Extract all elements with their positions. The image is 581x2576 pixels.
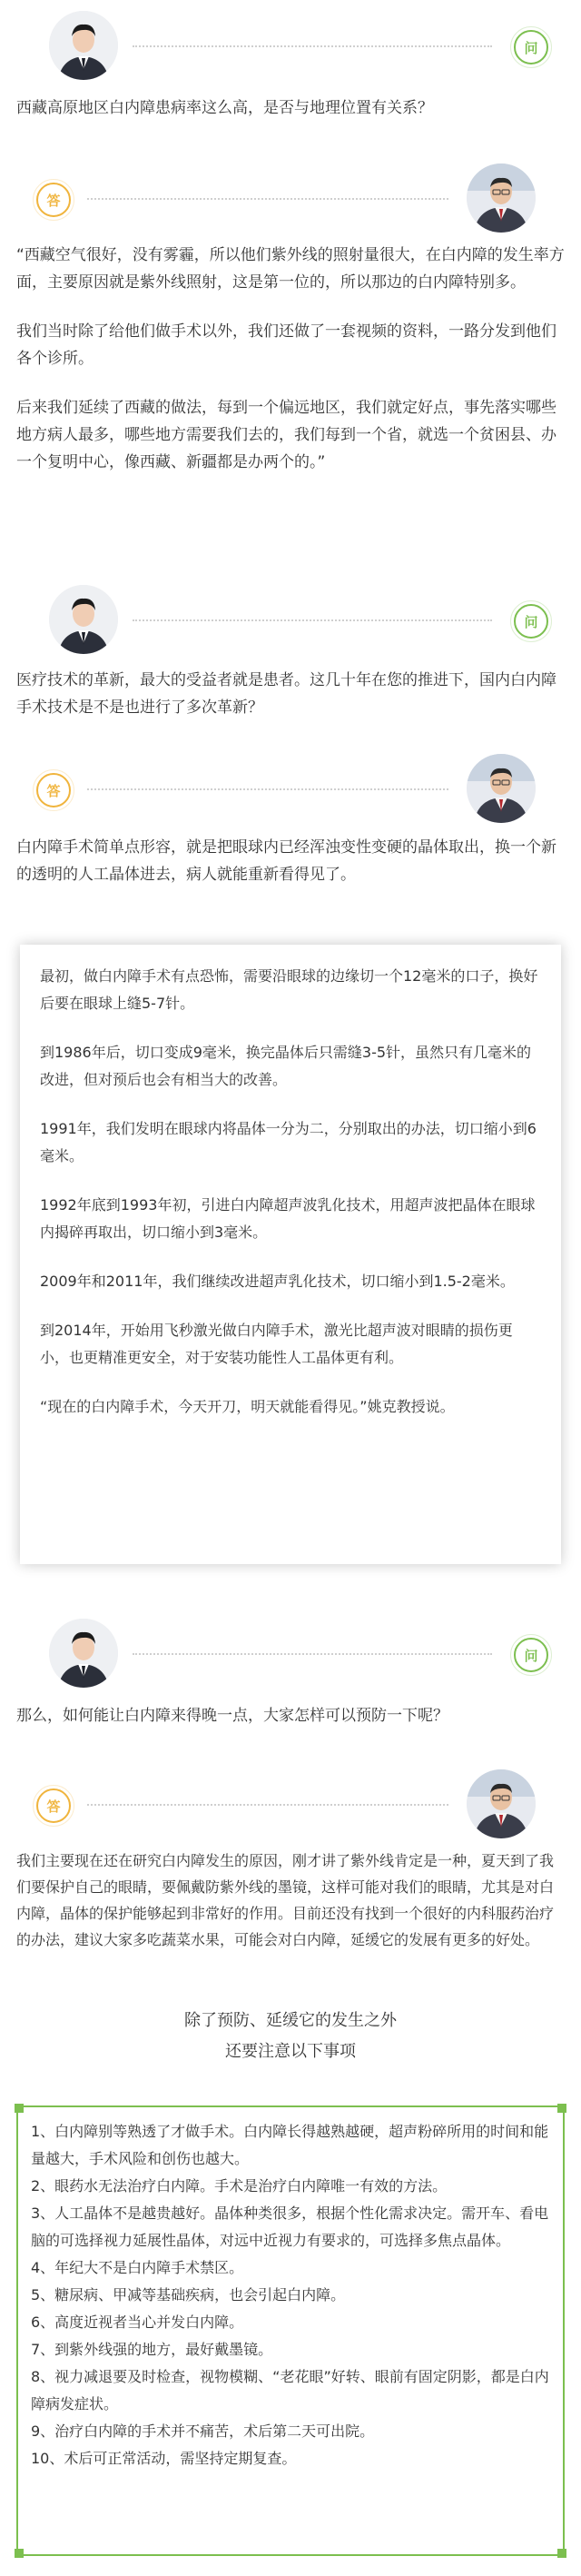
question-header [0,1608,581,1699]
answer-badge: 答 [36,1788,71,1823]
timeline-item: 2009年和2011年，我们继续改进超声乳化技术，切口缩小到1.5-2毫米。 [40,1273,515,1290]
corner-decoration [557,2104,566,2113]
question-badge: 问 [514,1638,548,1672]
question-badge: 问 [514,604,548,639]
corner-decoration [557,2549,566,2558]
divider-dotted [87,1804,448,1806]
timeline-item: 1992年底到1993年初，引进白内障超声波乳化技术，用超声波把晶体在眼球内揭碎再取出，切口缩小到3毫米。 [40,1196,536,1241]
interviewer-avatar [49,11,118,80]
precaution-item: 5、糖尿病、甲减等基础疾病，也会引起白内障。 [31,2286,346,2304]
surgery-timeline-card [20,945,561,1564]
answer-text [16,834,565,888]
answer-paragraph: “西藏空气很好，没有雾霾，所以他们紫外线的照射量很大，在白内障的发生率方面，主要原因就是紫外线照射，这是第一位的，所以那边的白内障特别多。 [16,246,565,292]
precaution-item: 4、年纪大不是白内障手术禁区。 [31,2259,244,2276]
expert-avatar [467,754,536,823]
caption-line: 除了预防、延缓它的发生之外 [184,2011,397,2030]
timeline-item: 到2014年，开始用飞秒激光做白内障手术，激光比超声波对眼睛的损伤更小，也更精准更安全，对于安装功能性人工晶体更有利。 [40,1322,513,1366]
divider-dotted [87,788,448,790]
question-text: 医疗技术的革新，最大的受益者就是患者。这几十年在您的推进下，国内白内障手术技术是不是也进行了多次革新？ [16,671,556,717]
divider-dotted [133,619,492,621]
precaution-item: 9、治疗白内障的手术并不痛苦，术后第二天可出院。 [31,2422,375,2440]
divider-dotted [87,198,448,200]
precautions-box [16,2105,565,2556]
question-text: 那么，如何能让白内障来得晚一点，大家怎样可以预防一下呢？ [16,1707,448,1725]
precaution-item: 10、术后可正常活动，需坚持定期复查。 [31,2450,297,2467]
answer-paragraph: 我们主要现在还在研究白内障发生的原因，刚才讲了紫外线肯定是一种，夏天到了我们要保护自己的眼睛，要佩戴防紫外线的墨镜，这样可能对我们的眼睛，尤其是对白内障，晶体的保护能够起到非常好的作用。目前还没有找到一个很好的内科服药治疗的办法，建议大家多吃蔬菜水果，可能会对白内障，延缓它的发展有更多的好处。 [16,1852,555,1948]
answer-text [16,242,565,476]
answer-header [0,153,581,243]
precaution-item: 6、高度近视者当心并发白内障。 [31,2313,244,2331]
question-header [0,574,581,665]
divider-dotted [133,1653,492,1655]
interviewer-avatar [49,1619,118,1688]
timeline-item: 1991年，我们发明在眼球内将晶体一分为二，分别取出的办法，切口缩小到6毫米。 [40,1120,537,1164]
answer-paragraph: 我们当时除了给他们做手术以外，我们还做了一套视频的资料，一路分发到他们各个诊所。 [16,322,556,368]
question-text: 西藏高原地区白内障患病率这么高，是否与地理位置有关系？ [16,99,433,117]
answer-paragraph: 白内障手术简单点形容，就是把眼球内已经浑浊变性变硬的晶体取出，换一个新的透明的人工晶体进去，病人就能重新看得见了。 [16,838,556,884]
expert-avatar [467,1769,536,1838]
expert-avatar [467,163,536,233]
precaution-item: 1、白内障别等熟透了才做手术。白内障长得越熟越硬，超声粉碎所用的时间和能量越大，手术风险和创伤也越大。 [31,2123,549,2167]
timeline-item: 到1986年后，切口变成9毫米，换完晶体后只需缝3-5针，虽然只有几毫米的改进，但对预后也会有相当大的改善。 [40,1044,532,1088]
divider-dotted [133,45,492,47]
timeline-item: 最初，做白内障手术有点恐怖，需要沿眼球的边缘切一个12毫米的口子，换好后要在眼球上缝5-7针。 [40,967,538,1012]
answer-paragraph: 后来我们延续了西藏的做法，每到一个偏远地区，我们就定好点，事先落实哪些地方病人最多，哪些地方需要我们去的，我们每到一个省，就选一个贫困县、办一个复明中心，像西藏、新疆都是办两个的。” [16,399,556,471]
precaution-item: 2、眼药水无法治疗白内障。手术是治疗白内障唯一有效的方法。 [31,2177,448,2195]
precaution-item: 3、人工晶体不是越贵越好。晶体种类很多，根据个性化需求决定。需开车、看电脑的可选择视力延展性晶体，对远中近视力有要求的，可选择多焦点晶体。 [31,2204,549,2249]
corner-decoration [15,2104,24,2113]
question-header [0,0,581,91]
precaution-item: 8、视力减退要及时检查，视物模糊、“老花眼”好转、眼前有固定阴影，都是白内障病发症状。 [31,2368,549,2413]
interviewer-avatar [49,585,118,654]
answer-badge: 答 [36,773,71,807]
answer-header [0,743,581,834]
precaution-item: 7、到紫外线强的地方，最好戴墨镜。 [31,2341,273,2358]
answer-badge: 答 [36,183,71,217]
timeline-quote: “现在的白内障手术，今天开刀，明天就能看得见。”姚克教授说。 [40,1398,455,1415]
answer-text [16,1848,565,1953]
question-badge: 问 [514,30,548,64]
answer-header [0,1759,581,1849]
caption-line: 还要注意以下事项 [225,2042,356,2061]
corner-decoration [15,2549,24,2558]
